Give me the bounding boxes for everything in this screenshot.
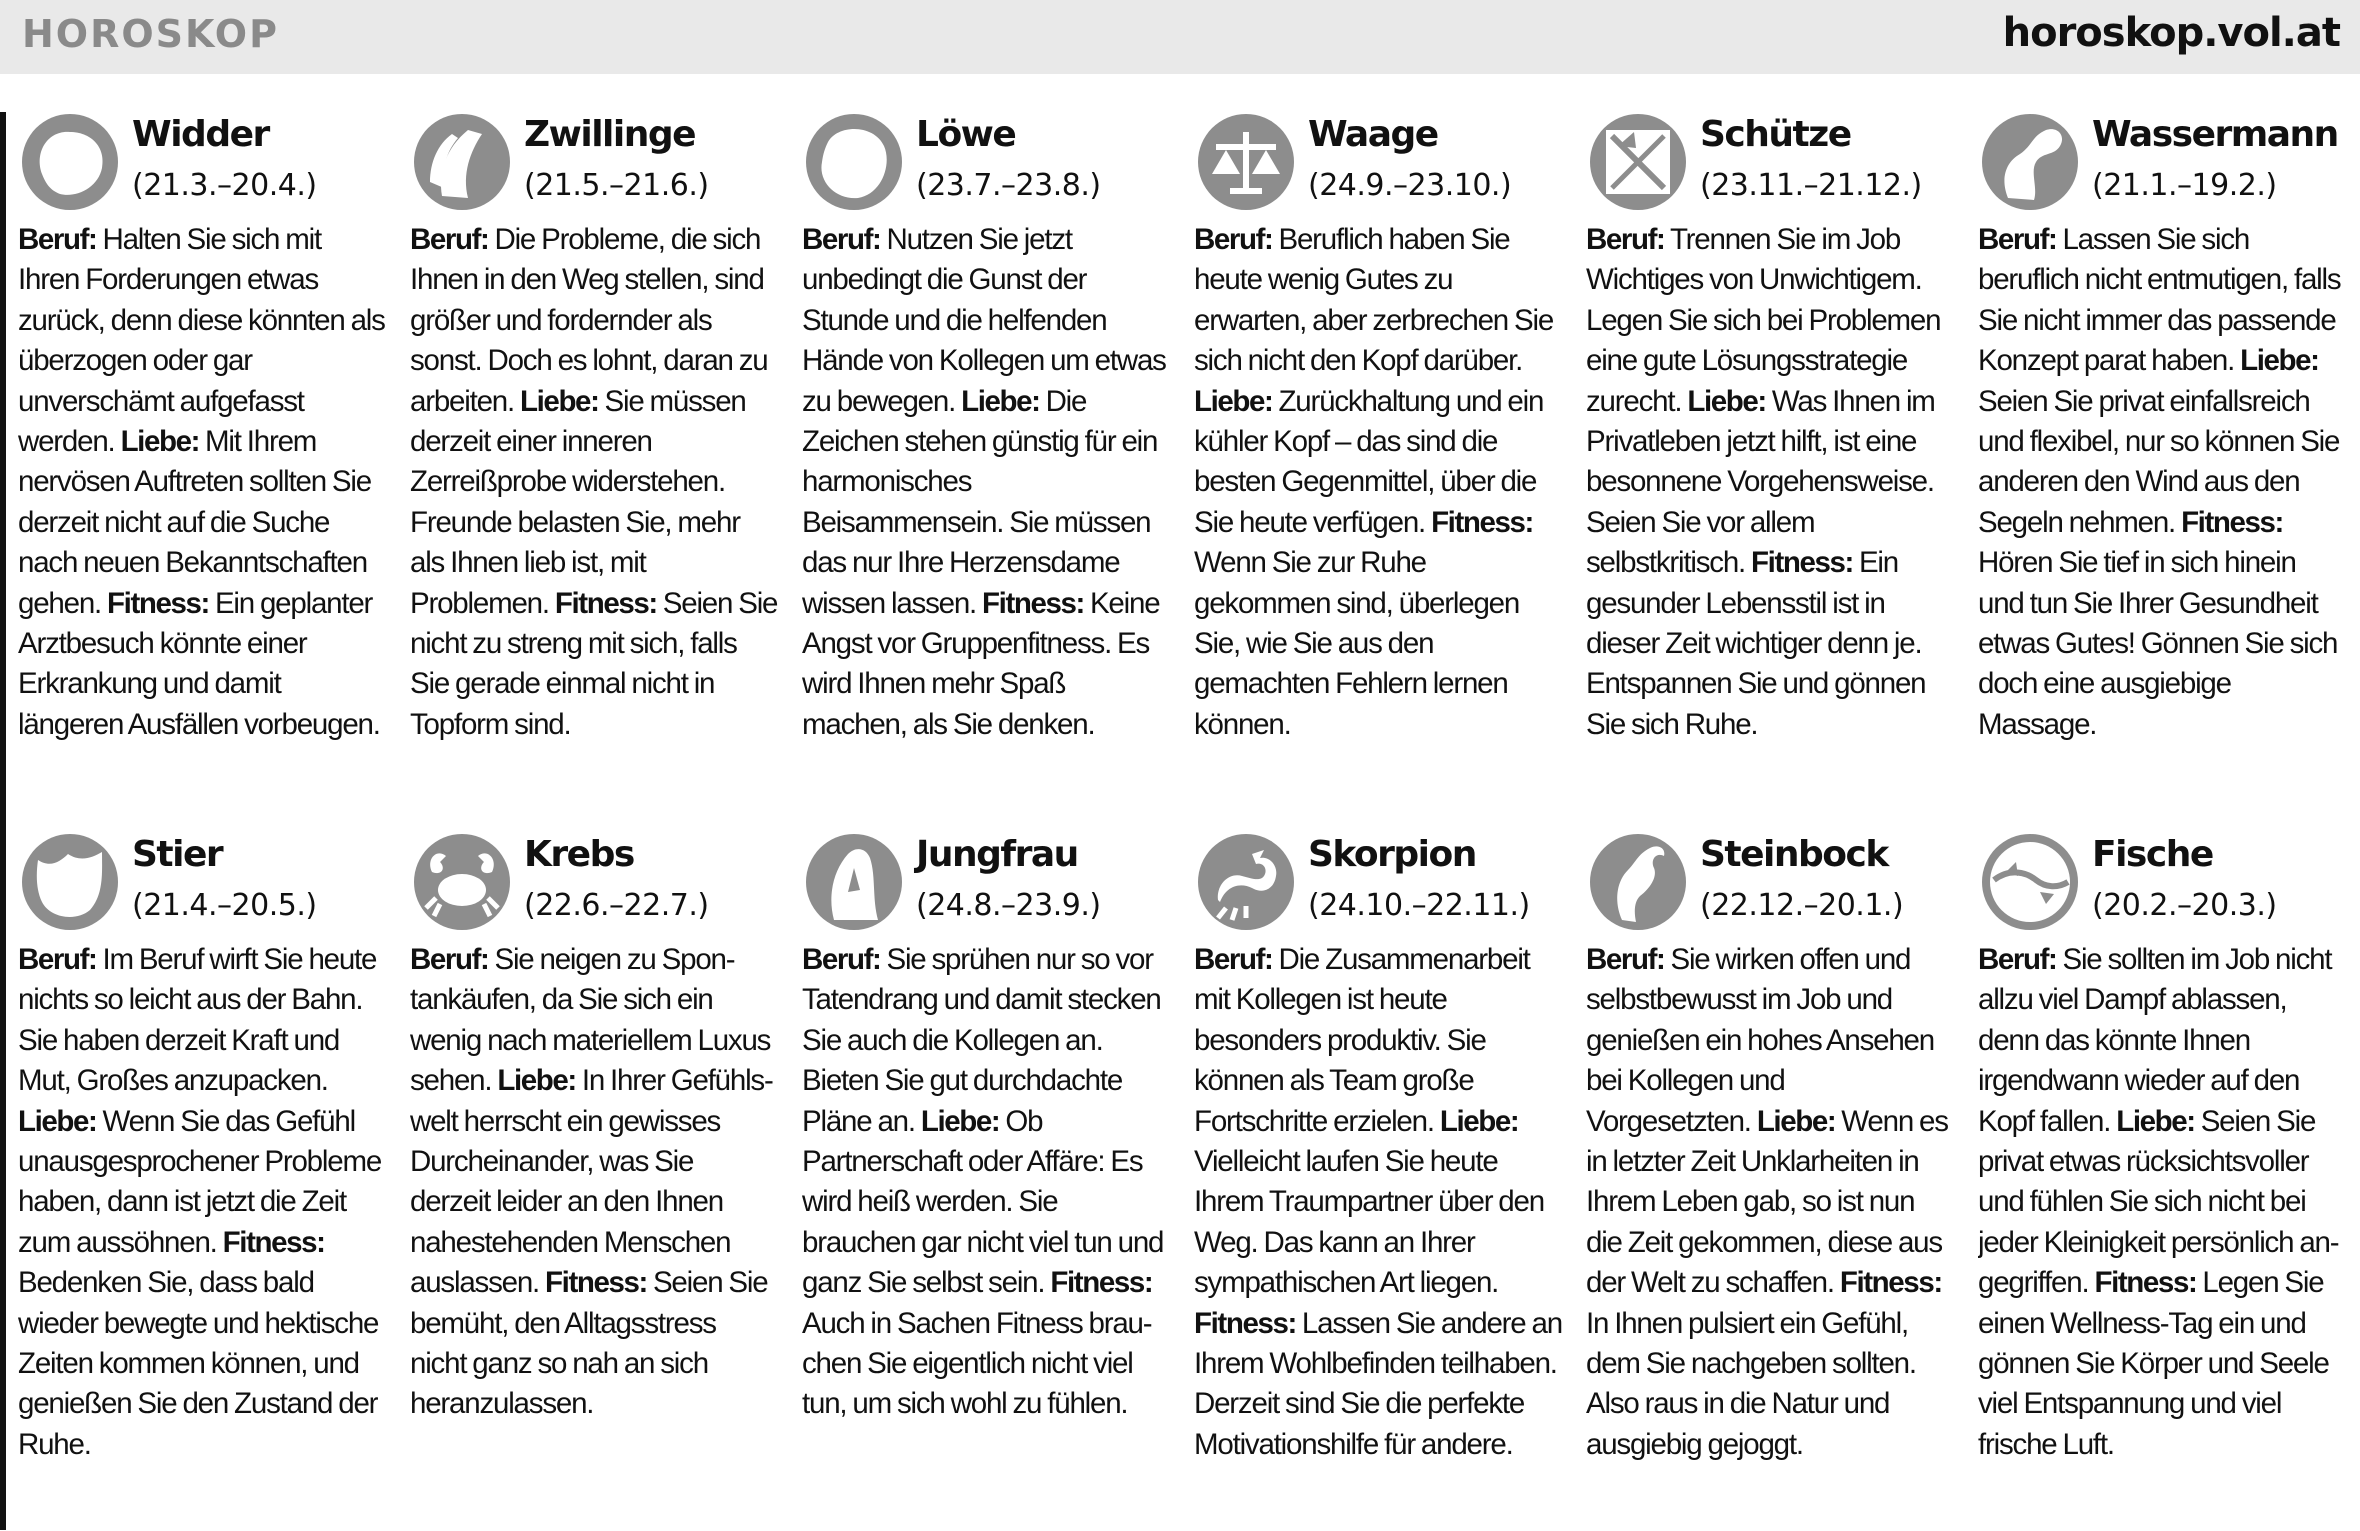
- label-fitness: Fitness:: [222, 1225, 325, 1259]
- horoscope-grid: [18, 108, 2358, 1528]
- sign-name: Schütze: [1700, 114, 1851, 155]
- sign-dates: (24.8.–23.9.): [916, 888, 1101, 923]
- label-fitness: Fitness:: [982, 586, 1084, 620]
- text-fitness: Legen Sie einen Wellness-Tag ein und gönnen Sie Körper und Seele viel Entspannung und viel frische Luft.: [1978, 1266, 2329, 1461]
- label-fitness: Fitness:: [545, 1266, 647, 1300]
- sign-card-stier: [18, 828, 386, 1528]
- taurus-icon: [20, 832, 120, 932]
- label-beruf: Beruf:: [410, 223, 489, 256]
- label-beruf: Beruf:: [802, 943, 881, 976]
- text-fitness: Lassen Sie andere an Ihrem Wohlbefinden teilhaben. Derzeit sind Sie die perfekte Motivationshilfe für andere.: [1194, 1306, 1562, 1461]
- text-beruf: Halten Sie sich mit Ihren Forderungen etwas zurück, denn diese könnten als überzogen oder gar unverschämt aufgefasst werden.: [18, 223, 385, 459]
- label-liebe: Liebe:: [961, 384, 1040, 418]
- sign-name: Waage: [1308, 114, 1438, 155]
- sign-dates: (22.12.–20.1.): [1700, 888, 1904, 923]
- sign-text: [802, 220, 1170, 745]
- label-liebe: Liebe:: [1439, 1104, 1519, 1138]
- sign-text: [1194, 220, 1562, 745]
- pisces-icon: [1980, 832, 2080, 932]
- label-fitness: Fitness:: [1194, 1306, 1296, 1340]
- text-beruf: Die Probleme, die sich Ihnen in den Weg stellen, sind größer und fordernder als sonst. Doch es lohnt, daran zu arbeiten.: [410, 223, 768, 418]
- leo-icon: [804, 112, 904, 212]
- sagittarius-icon: [1588, 112, 1688, 212]
- sign-name: Jungfrau: [916, 834, 1078, 875]
- sign-text: [18, 220, 386, 745]
- label-fitness: Fitness:: [554, 586, 657, 620]
- text-beruf: Beruflich haben Sie heute wenig Gutes zu erwarten, aber zerbrechen Sie sich nicht den Kopf darüber.: [1194, 223, 1554, 378]
- text-fitness: Ein gesunder Lebensstil ist in dieser Zeit wichtiger denn je. Entspannen Sie und gönnen Sie sich Ruhe.: [1586, 546, 1926, 741]
- aries-icon: [20, 112, 120, 212]
- sign-dates: (22.6.–22.7.): [524, 888, 709, 923]
- label-fitness: Fitness:: [1431, 505, 1533, 539]
- text-liebe: Vielleicht laufen Sie heute Ihrem Traumpartner über den Weg. Das kann an Ihrer sympathischen Art liegen.: [1194, 1145, 1544, 1300]
- text-liebe: Sie müssen derzeit einer inneren Zerreißprobe widerstehen. Freunde belasten Sie, mehr als Ihnen lieb ist, mit Problemen.: [410, 384, 746, 620]
- sign-card-wassermann: [1978, 108, 2346, 808]
- label-liebe: Liebe:: [2116, 1104, 2195, 1138]
- sign-card-loewe: [802, 108, 1170, 808]
- label-liebe: Liebe:: [2240, 344, 2319, 378]
- sign-dates: (20.2.–20.3.): [2092, 888, 2277, 923]
- label-liebe: Liebe:: [18, 1104, 97, 1138]
- site-url-link[interactable]: horoskop.vol.at: [2002, 10, 2340, 56]
- header-bar: [0, 0, 2360, 74]
- text-fitness: Seien Sie nicht zu streng mit sich, falls Sie gerade einmal nicht in Topform sind.: [410, 586, 778, 741]
- label-liebe: Liebe:: [520, 384, 599, 418]
- text-beruf: Die Zusammenarbeit mit Kollegen ist heute besonders produktiv. Sie können als Team große Fortschritte erzielen.: [1194, 943, 1530, 1138]
- label-beruf: Beruf:: [1194, 943, 1273, 976]
- sign-name: Fische: [2092, 834, 2213, 875]
- text-liebe: Mit Ihrem nervösen Auftreten sollten Sie derzeit nicht auf die Suche nach neuen Bekanntschaften gehen.: [18, 425, 371, 620]
- sign-text: [410, 940, 778, 1425]
- text-liebe: Wenn Sie das Gefühl unausgesprochener Probleme haben, dann ist jetzt die Zeit zum aussöhnen.: [18, 1104, 382, 1259]
- text-fitness: Wenn Sie zur Ruhe gekommen sind, überlegen Sie, wie Sie aus den gemachten Fehlern lernen können.: [1194, 546, 1520, 741]
- sign-card-skorpion: [1194, 828, 1562, 1528]
- sign-name: Zwillinge: [524, 114, 696, 155]
- sign-card-zwillinge: [410, 108, 778, 808]
- sign-dates: (23.11.–21.12.): [1700, 168, 1922, 203]
- text-beruf: Sie sprühen nur so vor Tatendrang und damit stecken Sie auch die Kollegen an. Bieten Sie gut durchdachte Pläne an.: [802, 943, 1161, 1138]
- left-divider: [0, 112, 6, 1530]
- text-liebe: In Ihrer Gefühlswelt herrscht ein gewisses Durcheinander, was Sie derzeit leider an den Ihnen nahestehenden Menschen auslassen.: [410, 1064, 774, 1300]
- sign-card-jungfrau: [802, 828, 1170, 1528]
- label-fitness: Fitness:: [1751, 546, 1853, 580]
- label-beruf: Beruf:: [410, 943, 489, 976]
- sign-dates: (24.10.–22.11.): [1308, 888, 1530, 923]
- text-beruf: Sie sollten im Job nicht allzu viel Dampf ablassen, denn das könnte Ihnen irgendwann wieder auf den Kopf fallen.: [1978, 943, 2332, 1138]
- label-beruf: Beruf:: [1194, 223, 1273, 256]
- text-fitness: Bedenken Sie, dass bald wieder bewegte und hektische Zeiten kommen können, und genießen Sie den Zustand der Ruhe.: [18, 1266, 379, 1461]
- sign-text: [1586, 940, 1954, 1465]
- text-fitness: Seien Sie bemüht, den Alltagsstress nicht ganz so nah an sich heranzulassen.: [410, 1266, 768, 1421]
- sign-name: Skorpion: [1308, 834, 1476, 875]
- sign-text: [410, 220, 778, 745]
- text-beruf: Nutzen Sie jetzt unbedingt die Gunst der Stunde und die helfenden Hände von Kollegen um etwas zu bewegen.: [802, 223, 1166, 418]
- text-liebe: Die Zeichen stehen günstig für ein harmonisches Beisammensein. Sie müssen das nur Ihre Herzensdame wissen lassen.: [802, 384, 1158, 620]
- sign-name: Stier: [132, 834, 223, 875]
- text-liebe: Seien Sie privat etwas rücksichtsvoller und fühlen Sie sich nicht bei jeder Kleinigkeit persönlich angegriffen.: [1978, 1104, 2340, 1300]
- sign-name: Widder: [132, 114, 269, 155]
- label-fitness: Fitness:: [2181, 505, 2283, 539]
- text-liebe: Was Ihnen im Privatleben jetzt hilft, ist eine besonnene Vorgehensweise. Seien Sie vor allem selbstkritisch.: [1586, 384, 1935, 580]
- gemini-icon: [412, 112, 512, 212]
- text-beruf: Sie wirken offen und selbstbewusst im Job und genießen ein hohes Ansehen bei Kollegen und Vorgesetzten.: [1586, 943, 1934, 1138]
- label-beruf: Beruf:: [1586, 223, 1665, 256]
- virgo-icon: [804, 832, 904, 932]
- sign-card-schuetze: [1586, 108, 1954, 808]
- text-beruf: Trennen Sie im Job Wichtiges von Unwichtigem. Legen Sie sich bei Problemen eine gute Lösungsstrategie zurecht.: [1586, 223, 1941, 418]
- text-liebe: Ob Partnerschaft oder Affäre: Es wird heiß werden. Sie brauchen gar nicht viel tun und ganz Sie selbst sein.: [802, 1104, 1164, 1300]
- label-liebe: Liebe:: [1756, 1104, 1836, 1138]
- sign-dates: (21.1.–19.2.): [2092, 168, 2277, 203]
- label-beruf: Beruf:: [1978, 223, 2057, 256]
- sign-card-steinbock: [1586, 828, 1954, 1528]
- label-liebe: Liebe:: [497, 1064, 576, 1098]
- text-liebe: Seien Sie privat einfallsreich und flexibel, nur so können Sie anderen den Wind aus den Segeln nehmen.: [1978, 384, 2340, 539]
- sign-text: [1586, 220, 1954, 745]
- sign-card-fische: [1978, 828, 2346, 1528]
- sign-text: [1978, 220, 2346, 745]
- capricorn-icon: [1588, 832, 1688, 932]
- text-liebe: Wenn es in letzter Zeit Unklarheiten in Ihrem Leben gab, so ist nun die Zeit gekommen, diese aus der Welt zu schaffen.: [1586, 1104, 1948, 1300]
- label-beruf: Beruf:: [1586, 943, 1665, 976]
- sign-text: [1194, 940, 1562, 1465]
- label-fitness: Fitness:: [1050, 1266, 1153, 1300]
- aquarius-icon: [1980, 112, 2080, 212]
- sign-card-widder: [18, 108, 386, 808]
- text-beruf: Lassen Sie sich beruflich nicht entmutigen, falls Sie nicht immer das passende Konzept parat haben.: [1978, 223, 2341, 378]
- sign-dates: (21.4.–20.5.): [132, 888, 317, 923]
- label-beruf: Beruf:: [1978, 943, 2057, 976]
- label-fitness: Fitness:: [2094, 1266, 2197, 1300]
- sign-dates: (21.5.–21.6.): [524, 168, 709, 203]
- sign-name: Krebs: [524, 834, 634, 875]
- sign-dates: (23.7.–23.8.): [916, 168, 1101, 203]
- section-title: HOROSKOP: [22, 12, 279, 56]
- text-fitness: Hören Sie tief in sich hinein und tun Sie Ihrer Gesundheit etwas Gutes! Gönnen Sie sich doch eine ausgiebige Massage.: [1978, 546, 2338, 741]
- libra-icon: [1196, 112, 1296, 212]
- label-fitness: Fitness:: [107, 586, 209, 620]
- sign-dates: (24.9.–23.10.): [1308, 168, 1512, 203]
- label-liebe: Liebe:: [920, 1104, 1000, 1138]
- sign-dates: (21.3.–20.4.): [132, 168, 317, 203]
- text-beruf: Sie neigen zu Spontankäufen, da Sie sich ein wenig nach materiellem Luxus sehen.: [410, 943, 771, 1098]
- sign-text: [1978, 940, 2346, 1465]
- label-beruf: Beruf:: [18, 943, 97, 976]
- sign-name: Löwe: [916, 114, 1016, 155]
- sign-text: [802, 940, 1170, 1425]
- label-beruf: Beruf:: [802, 223, 881, 256]
- sign-card-krebs: [410, 828, 778, 1528]
- cancer-icon: [412, 832, 512, 932]
- label-liebe: Liebe:: [120, 425, 200, 459]
- label-liebe: Liebe:: [1194, 384, 1273, 418]
- text-fitness: Keine Angst vor Gruppenfitness. Es wird Ihnen mehr Spaß machen, als Sie denken.: [802, 586, 1160, 741]
- text-beruf: Im Beruf wirft Sie heute nichts so leicht aus der Bahn. Sie haben derzeit Kraft und Mut, Großes anzupacken.: [18, 943, 377, 1098]
- text-fitness: Auch in Sachen Fitness brauchen Sie eigentlich nicht viel tun, um sich wohl zu fühlen.: [802, 1306, 1153, 1421]
- label-liebe: Liebe:: [1687, 384, 1766, 418]
- text-fitness: In Ihnen pulsiert ein Gefühl, dem Sie nachgeben sollten. Also raus in die Natur und ausgiebig gejoggt.: [1586, 1306, 1916, 1461]
- sign-card-waage: [1194, 108, 1562, 808]
- sign-name: Wassermann: [2092, 114, 2338, 155]
- label-beruf: Beruf:: [18, 223, 97, 256]
- text-fitness: Ein geplanter Arztbesuch könnte einer Erkrankung und damit längeren Ausfällen vorbeugen.: [18, 586, 380, 741]
- text-liebe: Zurückhaltung und ein kühler Kopf – das sind die besten Gegenmittel, über die Sie heute verfügen.: [1194, 384, 1544, 539]
- sign-text: [18, 940, 386, 1465]
- sign-name: Steinbock: [1700, 834, 1888, 875]
- scorpio-icon: [1196, 832, 1296, 932]
- label-fitness: Fitness:: [1839, 1266, 1942, 1300]
